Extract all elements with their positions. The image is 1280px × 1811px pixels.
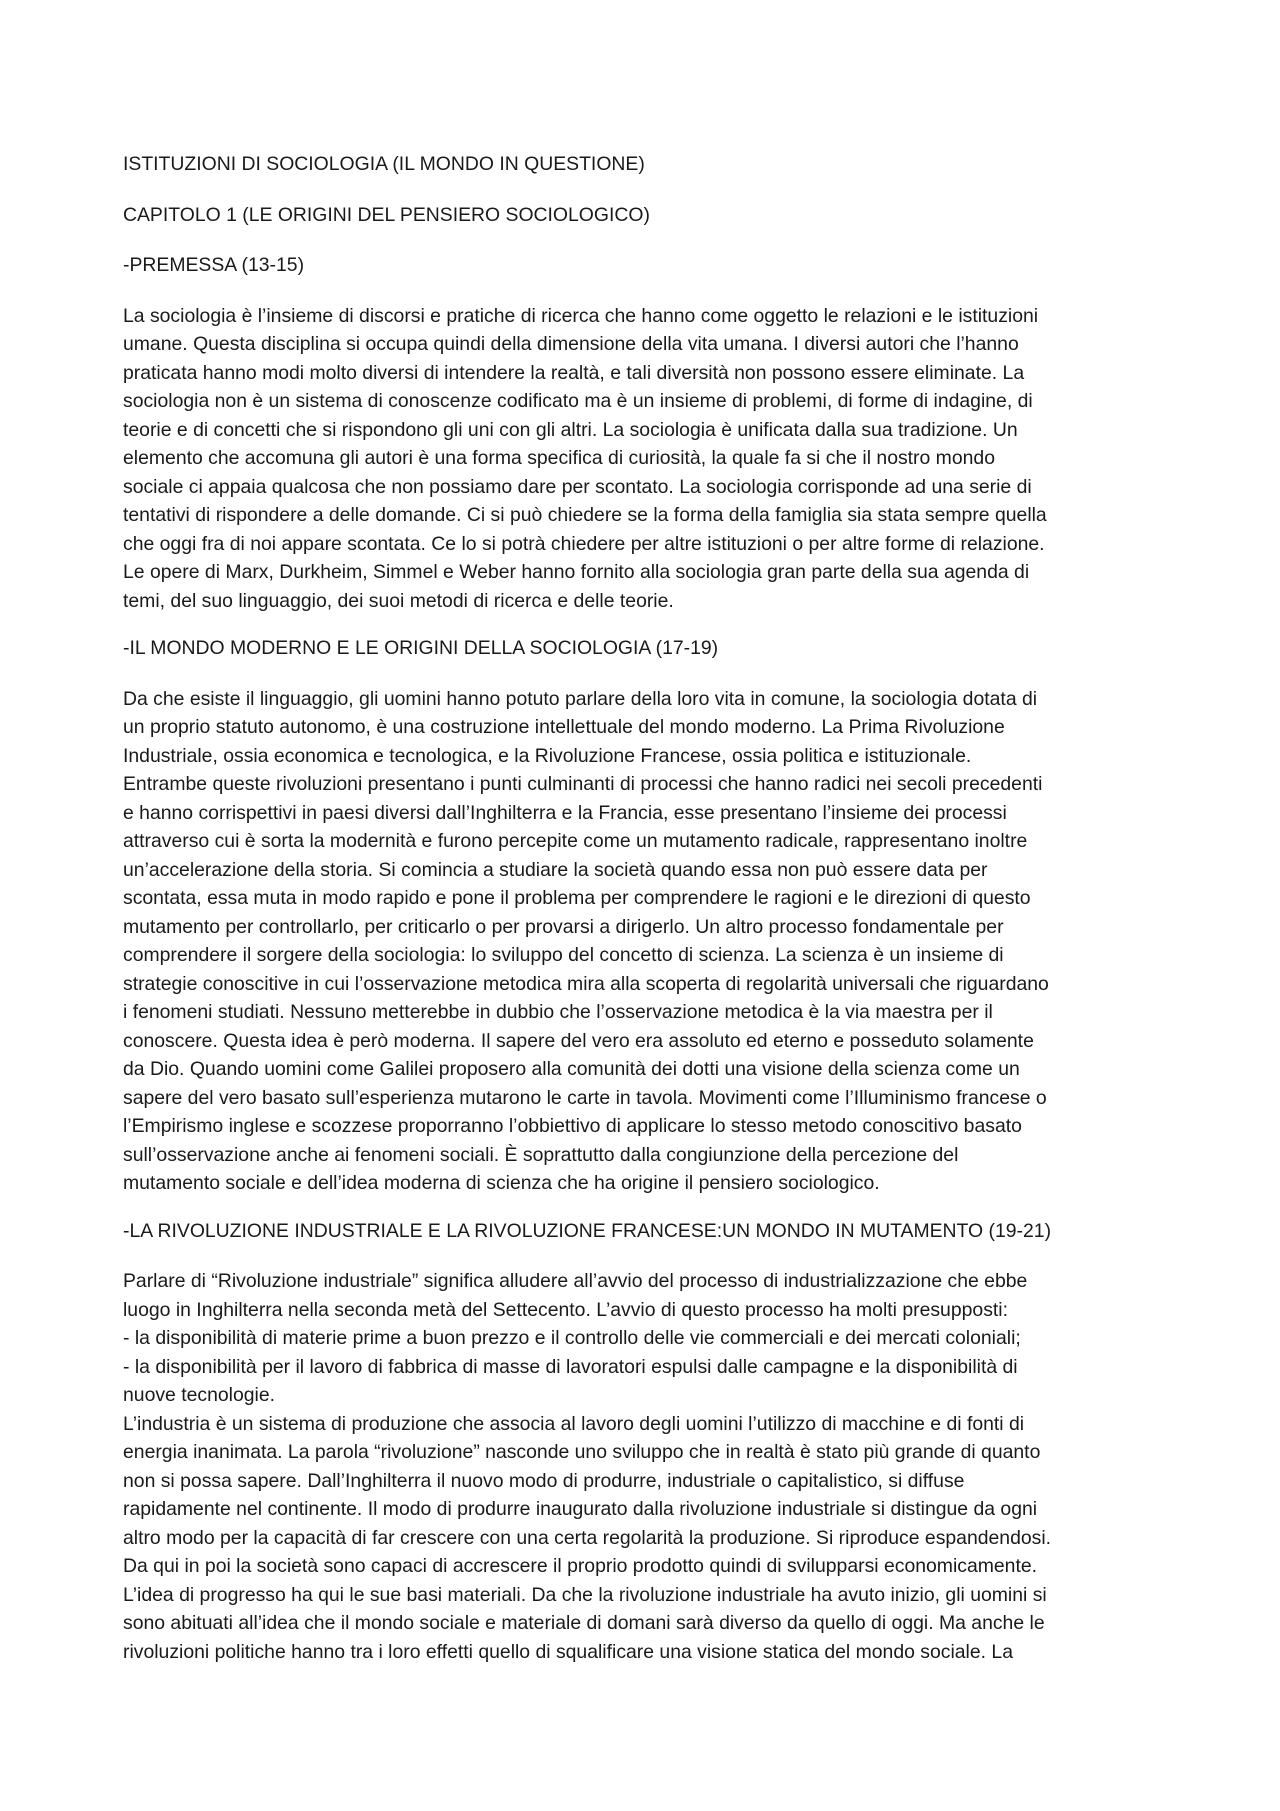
paragraph-line: Industriale, ossia economica e tecnologica, e la Rivoluzione Francese, ossia politica e istituzionale. [123,744,972,767]
section-heading: -IL MONDO MODERNO E LE ORIGINI DELLA SOCIOLOGIA (17-19) [123,637,719,659]
paragraph-line: sociologia non è un sistema di conoscenze codificato ma è un insieme di problemi, di forme di indagine, di [123,390,1033,412]
paragraph-line: conoscere. Questa idea è però moderna. Il sapere del vero era assoluto ed eterno e posseduto solamente [123,1029,1034,1052]
document-page [123,150,1168,1685]
paragraph-line: mutamento sociale e dell’idea moderna di scienza che ha origine il pensiero sociologico. [123,1172,880,1194]
chapter-title: CAPITOLO 1 (LE ORIGINI DEL PENSIERO SOCIOLOGICO) [123,203,650,226]
paragraph-line: sapere del vero basato sull’esperienza mutarono le carte in tavola. Movimenti come l’Illuminismo francese o [123,1086,1047,1109]
paragraph-line: luogo in Inghilterra nella seconda metà del Settecento. L’avvio di questo processo ha molti presupposti: [123,1298,1008,1321]
paragraph-line: comprendere il sorgere della sociologia: lo sviluppo del concetto di scienza. La scienza è un insieme di [123,944,1004,966]
paragraph-line: un’accelerazione della storia. Si comincia a studiare la società quando essa non può essere data per [123,858,988,881]
paragraph-line: un proprio statuto autonomo, è una costruzione intellettuale del mondo moderno. La Prima Rivoluzione [123,716,1005,738]
paragraph-line: rapidamente nel continente. Il modo di produrre inaugurato dalla rivoluzione industriale si distingue da ogni [123,1498,1038,1520]
paragraph-line: che oggi fra di noi appare scontata. Ce lo si potrà chiedere per altre istituzioni o per altre forme di relazione. [123,532,1045,555]
paragraph-line: rivoluzioni politiche hanno tra i loro effetti quello di squalificare una visione statica del mondo sociale. La [123,1640,1013,1663]
paragraph-line: Da qui in poi la società sono capaci di accrescere il proprio prodotto quindi di svilupparsi economicamente. [123,1555,1038,1577]
paragraph-line: i fenomeni studiati. Nessuno metterebbe in dubbio che l’osservazione metodica è la via maestra per il [123,1001,993,1023]
paragraph-line: umane. Questa disciplina si occupa quindi della dimensione della vita umana. I diversi autori che l’hanno [123,333,1019,355]
paragraph-line: scontata, essa muta in modo rapido e pone il problema per comprendere le ragioni e le direzioni di questo [123,887,1031,909]
paragraph-line: - la disponibilità per il lavoro di fabbrica di masse di lavoratori espulsi dalle campagne e la disponibilità di [123,1355,1018,1378]
paragraph-line: l’Empirismo inglese e scozzese proporranno l’obbiettivo di applicare lo stesso metodo conoscitivo basato [123,1115,1022,1137]
paragraph-line: strategie conoscitive in cui l’osservazione metodica mira alla scoperta di regolarità universali che riguardano [123,972,1049,995]
section-paragraph [123,1267,1168,1666]
section-paragraph [123,685,1168,1198]
paragraph-line: attraverso cui è sorta la modernità e furono percepite come un mutamento radicale, rappresentano inoltre [123,830,1028,852]
paragraph-line: Da che esiste il linguaggio, gli uomini hanno potuto parlare della loro vita in comune, la sociologia dotata di [123,687,1038,710]
paragraph-line: energia inanimata. La parola “rivoluzione” nasconde uno sviluppo che in realtà è stato più grande di quanto [123,1441,1041,1463]
paragraph-line: L’industria è un sistema di produzione che associa al lavoro degli uomini l’utilizzo di macchine e di fonti di [123,1412,1025,1435]
paragraph-line: praticata hanno modi molto diversi di intendere la realtà, e tali diversità non possono essere eliminate. La [123,361,1025,384]
paragraph-line: Le opere di Marx, Durkheim, Simmel e Weber hanno fornito alla sociologia gran parte della sua agenda di [123,561,1030,583]
paragraph-line: sociale ci appaia qualcosa che non possiamo dare per scontato. La sociologia corrisponde ad una serie di [123,475,1032,498]
paragraph-line: tentativi di rispondere a delle domande. Ci si può chiedere se la forma della famiglia sia stata sempre quella [123,504,1047,526]
paragraph-line: Entrambe queste rivoluzioni presentano i punti culminanti di processi che hanno radici nei secoli precedenti [123,773,1043,795]
paragraph-line: L’idea di progresso ha qui le sue basi materiali. Da che la rivoluzione industriale ha avuto inizio, gli uomini si [123,1583,1047,1606]
paragraph-line: La sociologia è l’insieme di discorsi e pratiche di ricerca che hanno come oggetto le relazioni e le istituzioni [123,304,1039,327]
paragraph-line: altro modo per la capacità di far crescere con una certa regolarità la produzione. Si riproduce espandendosi. [123,1526,1052,1549]
paragraph-line: teorie e di concetti che si rispondono gli uni con gli altri. La sociologia è unificata dalla sua tradizione. Un [123,418,1018,441]
document-body [123,251,1168,1666]
paragraph-line: temi, del suo linguaggio, dei suoi metodi di ricerca e delle teorie. [123,589,674,612]
section-heading: -LA RIVOLUZIONE INDUSTRIALE E LA RIVOLUZIONE FRANCESE:UN MONDO IN MUTAMENTO (19-21) [123,1219,1052,1242]
paragraph-line: da Dio. Quando uomini come Galilei proposero alla comunità dei dotti una visione della scienza come un [123,1058,1020,1080]
section-heading: -PREMESSA (13-15) [123,254,305,276]
paragraph-line: sull’osservazione anche ai fenomeni sociali. È soprattutto dalla congiunzione della percezione del [123,1143,959,1166]
paragraph-line: Parlare di “Rivoluzione industriale” significa alludere all’avvio del processo di industrializzazione che ebbe [123,1270,1028,1292]
paragraph-line: nuove tecnologie. [123,1384,276,1406]
paragraph-line: mutamento per controllarlo, per criticarlo o per provarsi a dirigerlo. Un altro processo fondamentale per [123,915,1004,938]
document-title: ISTITUZIONI DI SOCIOLOGIA (IL MONDO IN QUESTIONE) [123,153,645,175]
paragraph-line: - la disponibilità di materie prime a buon prezzo e il controllo delle vie commerciali e dei mercati coloniali; [123,1327,1021,1349]
paragraph-line: sono abituati all’idea che il mondo sociale e materiale di domani sarà diverso da quello di oggi. Ma anche le [123,1612,1045,1634]
paragraph-line: non si possa sapere. Dall’Inghilterra il nuovo modo di produrre, industriale o capitalistico, si diffuse [123,1469,965,1492]
paragraph-line: elemento che accomuna gli autori è una forma specifica di curiosità, la quale fa si che il nostro mondo [123,447,995,469]
section-paragraph [123,302,1168,616]
paragraph-line: e hanno corrispettivi in paesi diversi dall’Inghilterra e la Francia, esse presentano l’insieme dei processi [123,801,1007,824]
